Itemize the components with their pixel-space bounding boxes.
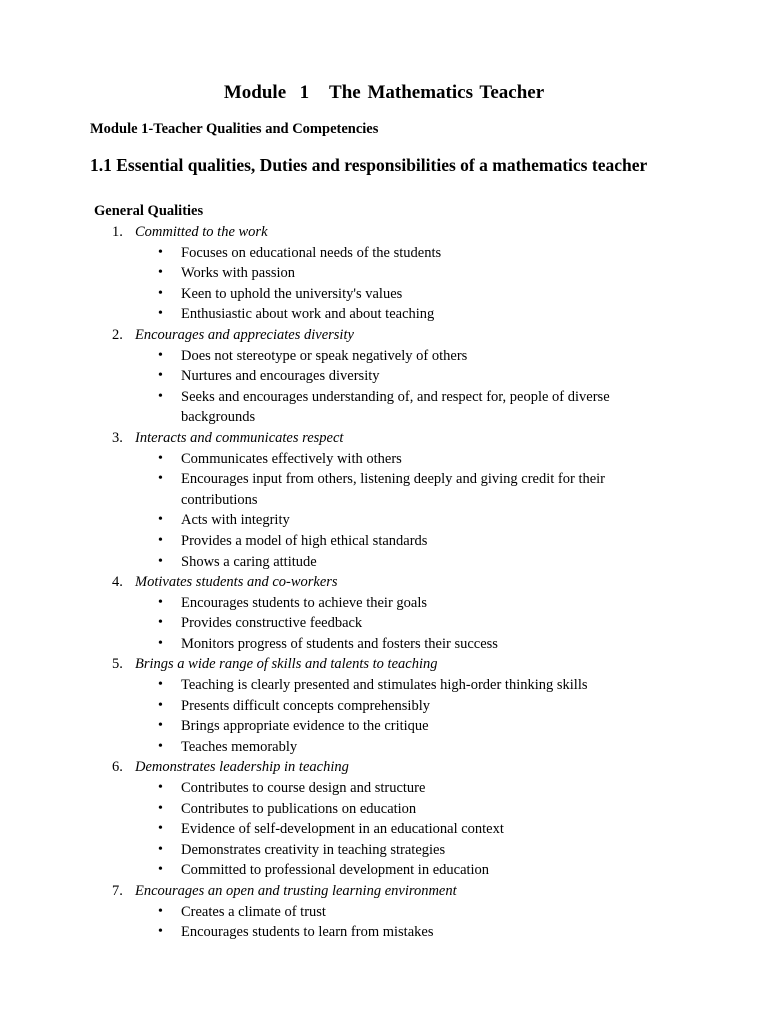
bullet-text: Acts with integrity (181, 512, 290, 529)
quality-heading (0, 881, 768, 902)
bullet-dot-icon: • (158, 265, 163, 281)
bullet-text: Nurtures and encourages diversity (181, 368, 380, 385)
bullet-list (0, 675, 768, 757)
bullet-item (0, 284, 768, 305)
bullet-dot-icon: • (158, 738, 163, 754)
quality-number: 5. (112, 656, 123, 673)
bullet-item (0, 675, 768, 696)
bullet-item (0, 613, 768, 634)
bullet-dot-icon: • (158, 471, 163, 487)
section-heading: 1.1 Essential qualities, Duties and responsibilities of a mathematics teacher (90, 155, 648, 175)
bullet-dot-icon: • (158, 512, 163, 528)
bullet-item (0, 366, 768, 387)
bullet-text: Seeks and encourages understanding of, and respect for, people of diverse backgrounds (181, 388, 610, 426)
bullet-text: Demonstrates creativity in teaching strategies (181, 841, 446, 858)
bullet-text: Does not stereotype or speak negatively of others (181, 347, 468, 364)
bullet-item (0, 716, 768, 737)
bullet-text: Communicates effectively with others (181, 450, 402, 467)
bullet-item (0, 922, 768, 943)
bullet-item (0, 552, 768, 573)
quality-heading (0, 428, 768, 449)
qualities-list (0, 222, 768, 943)
bullet-list (0, 346, 768, 428)
bullet-item (0, 263, 768, 284)
quality-title: Motivates students and co-workers (135, 574, 338, 591)
bullet-dot-icon: • (158, 615, 163, 631)
bullet-list (0, 243, 768, 325)
bullet-dot-icon: • (158, 697, 163, 713)
bullet-dot-icon: • (158, 594, 163, 610)
quality-item (0, 325, 768, 428)
bullet-item (0, 304, 768, 325)
bullet-text: Contributes to course design and structure (181, 780, 426, 797)
bullet-item (0, 531, 768, 552)
bullet-item (0, 819, 768, 840)
bullet-dot-icon: • (158, 780, 163, 796)
quality-number: 7. (112, 883, 123, 899)
quality-item (0, 757, 768, 881)
quality-number: 2. (112, 326, 123, 343)
bullet-text: Keen to uphold the university's values (181, 285, 403, 302)
bullet-item (0, 387, 768, 428)
bullet-dot-icon: • (158, 368, 163, 384)
bullet-dot-icon: • (158, 718, 163, 734)
bullet-dot-icon: • (158, 285, 163, 301)
module-subtitle: Module 1-Teacher Qualities and Competencies (90, 121, 379, 137)
bullet-item (0, 449, 768, 470)
bullet-item (0, 860, 768, 881)
quality-title: Demonstrates leadership in teaching (135, 759, 349, 776)
bullet-text: Brings appropriate evidence to the critique (181, 718, 429, 735)
bullet-dot-icon: • (158, 903, 163, 919)
bullet-text: Provides constructive feedback (181, 615, 363, 632)
quality-title: Encourages and appreciates diversity (135, 326, 354, 343)
bullet-item (0, 778, 768, 799)
quality-title: Committed to the work (135, 224, 268, 240)
bullet-text: Shows a caring attitude (181, 553, 317, 570)
bullet-list (0, 449, 768, 573)
quality-number: 6. (112, 759, 123, 776)
bullet-dot-icon: • (158, 635, 163, 651)
bullet-list (0, 593, 768, 655)
quality-heading (0, 757, 768, 778)
bullet-text: Focuses on educational needs of the students (181, 244, 442, 261)
bullet-text: Evidence of self-development in an educational context (181, 821, 504, 838)
bullet-dot-icon: • (158, 244, 163, 260)
bullet-item (0, 737, 768, 758)
bullet-item (0, 243, 768, 264)
quality-heading (0, 325, 768, 346)
bullet-text: Encourages students to achieve their goals (181, 594, 428, 611)
bullet-text: Monitors progress of students and fosters their success (181, 635, 498, 652)
bullet-dot-icon: • (158, 841, 163, 857)
quality-heading (0, 222, 768, 243)
bullet-text: Encourages input from others, listening deeply and giving credit for their contributions (181, 471, 606, 508)
bullet-text: Teaching is clearly presented and stimulates high-order thinking skills (181, 677, 588, 694)
bullet-list (0, 778, 768, 881)
quality-item (0, 572, 768, 654)
bullet-text: Presents difficult concepts comprehensibly (181, 697, 430, 714)
bullet-text: Provides a model of high ethical standards (181, 532, 428, 549)
bullet-dot-icon: • (158, 450, 163, 466)
bullet-dot-icon: • (158, 862, 163, 878)
bullet-item (0, 593, 768, 614)
bullet-text: Teaches memorably (181, 738, 298, 755)
general-qualities-heading: General Qualities (94, 203, 204, 219)
bullet-dot-icon: • (158, 347, 163, 363)
bullet-dot-icon: • (158, 388, 163, 404)
quality-heading (0, 654, 768, 675)
bullet-item (0, 510, 768, 531)
bullet-dot-icon: • (158, 553, 163, 569)
bullet-dot-icon: • (158, 821, 163, 837)
bullet-text: Works with passion (181, 265, 296, 282)
bullet-item (0, 634, 768, 655)
bullet-list (0, 902, 768, 943)
bullet-dot-icon: • (158, 306, 163, 322)
bullet-text: Committed to professional development in education (181, 862, 490, 879)
bullet-text: Enthusiastic about work and about teaching (181, 306, 435, 323)
quality-item (0, 654, 768, 757)
quality-title: Brings a wide range of skills and talents to teaching (135, 656, 438, 673)
bullet-dot-icon: • (158, 677, 163, 693)
bullet-dot-icon: • (158, 924, 163, 940)
bullet-item (0, 469, 768, 510)
bullet-text: Contributes to publications on education (181, 800, 417, 817)
bullet-text: Creates a climate of trust (181, 903, 326, 920)
quality-heading (0, 572, 768, 593)
bullet-dot-icon: • (158, 532, 163, 548)
quality-number: 4. (112, 574, 123, 591)
quality-item (0, 428, 768, 572)
bullet-dot-icon: • (158, 800, 163, 816)
bullet-text: Encourages students to learn from mistakes (181, 924, 434, 941)
bullet-item (0, 799, 768, 820)
bullet-item (0, 840, 768, 861)
quality-title: Encourages an open and trusting learning environment (135, 883, 457, 899)
quality-item (0, 881, 768, 943)
quality-item (0, 222, 768, 325)
bullet-item (0, 902, 768, 923)
quality-title: Interacts and communicates respect (135, 429, 344, 446)
page-title: Module 1 The Mathematics Teacher (223, 82, 545, 103)
bullet-item (0, 696, 768, 717)
quality-number: 3. (112, 429, 123, 446)
quality-number: 1. (112, 224, 123, 240)
bullet-item (0, 346, 768, 367)
